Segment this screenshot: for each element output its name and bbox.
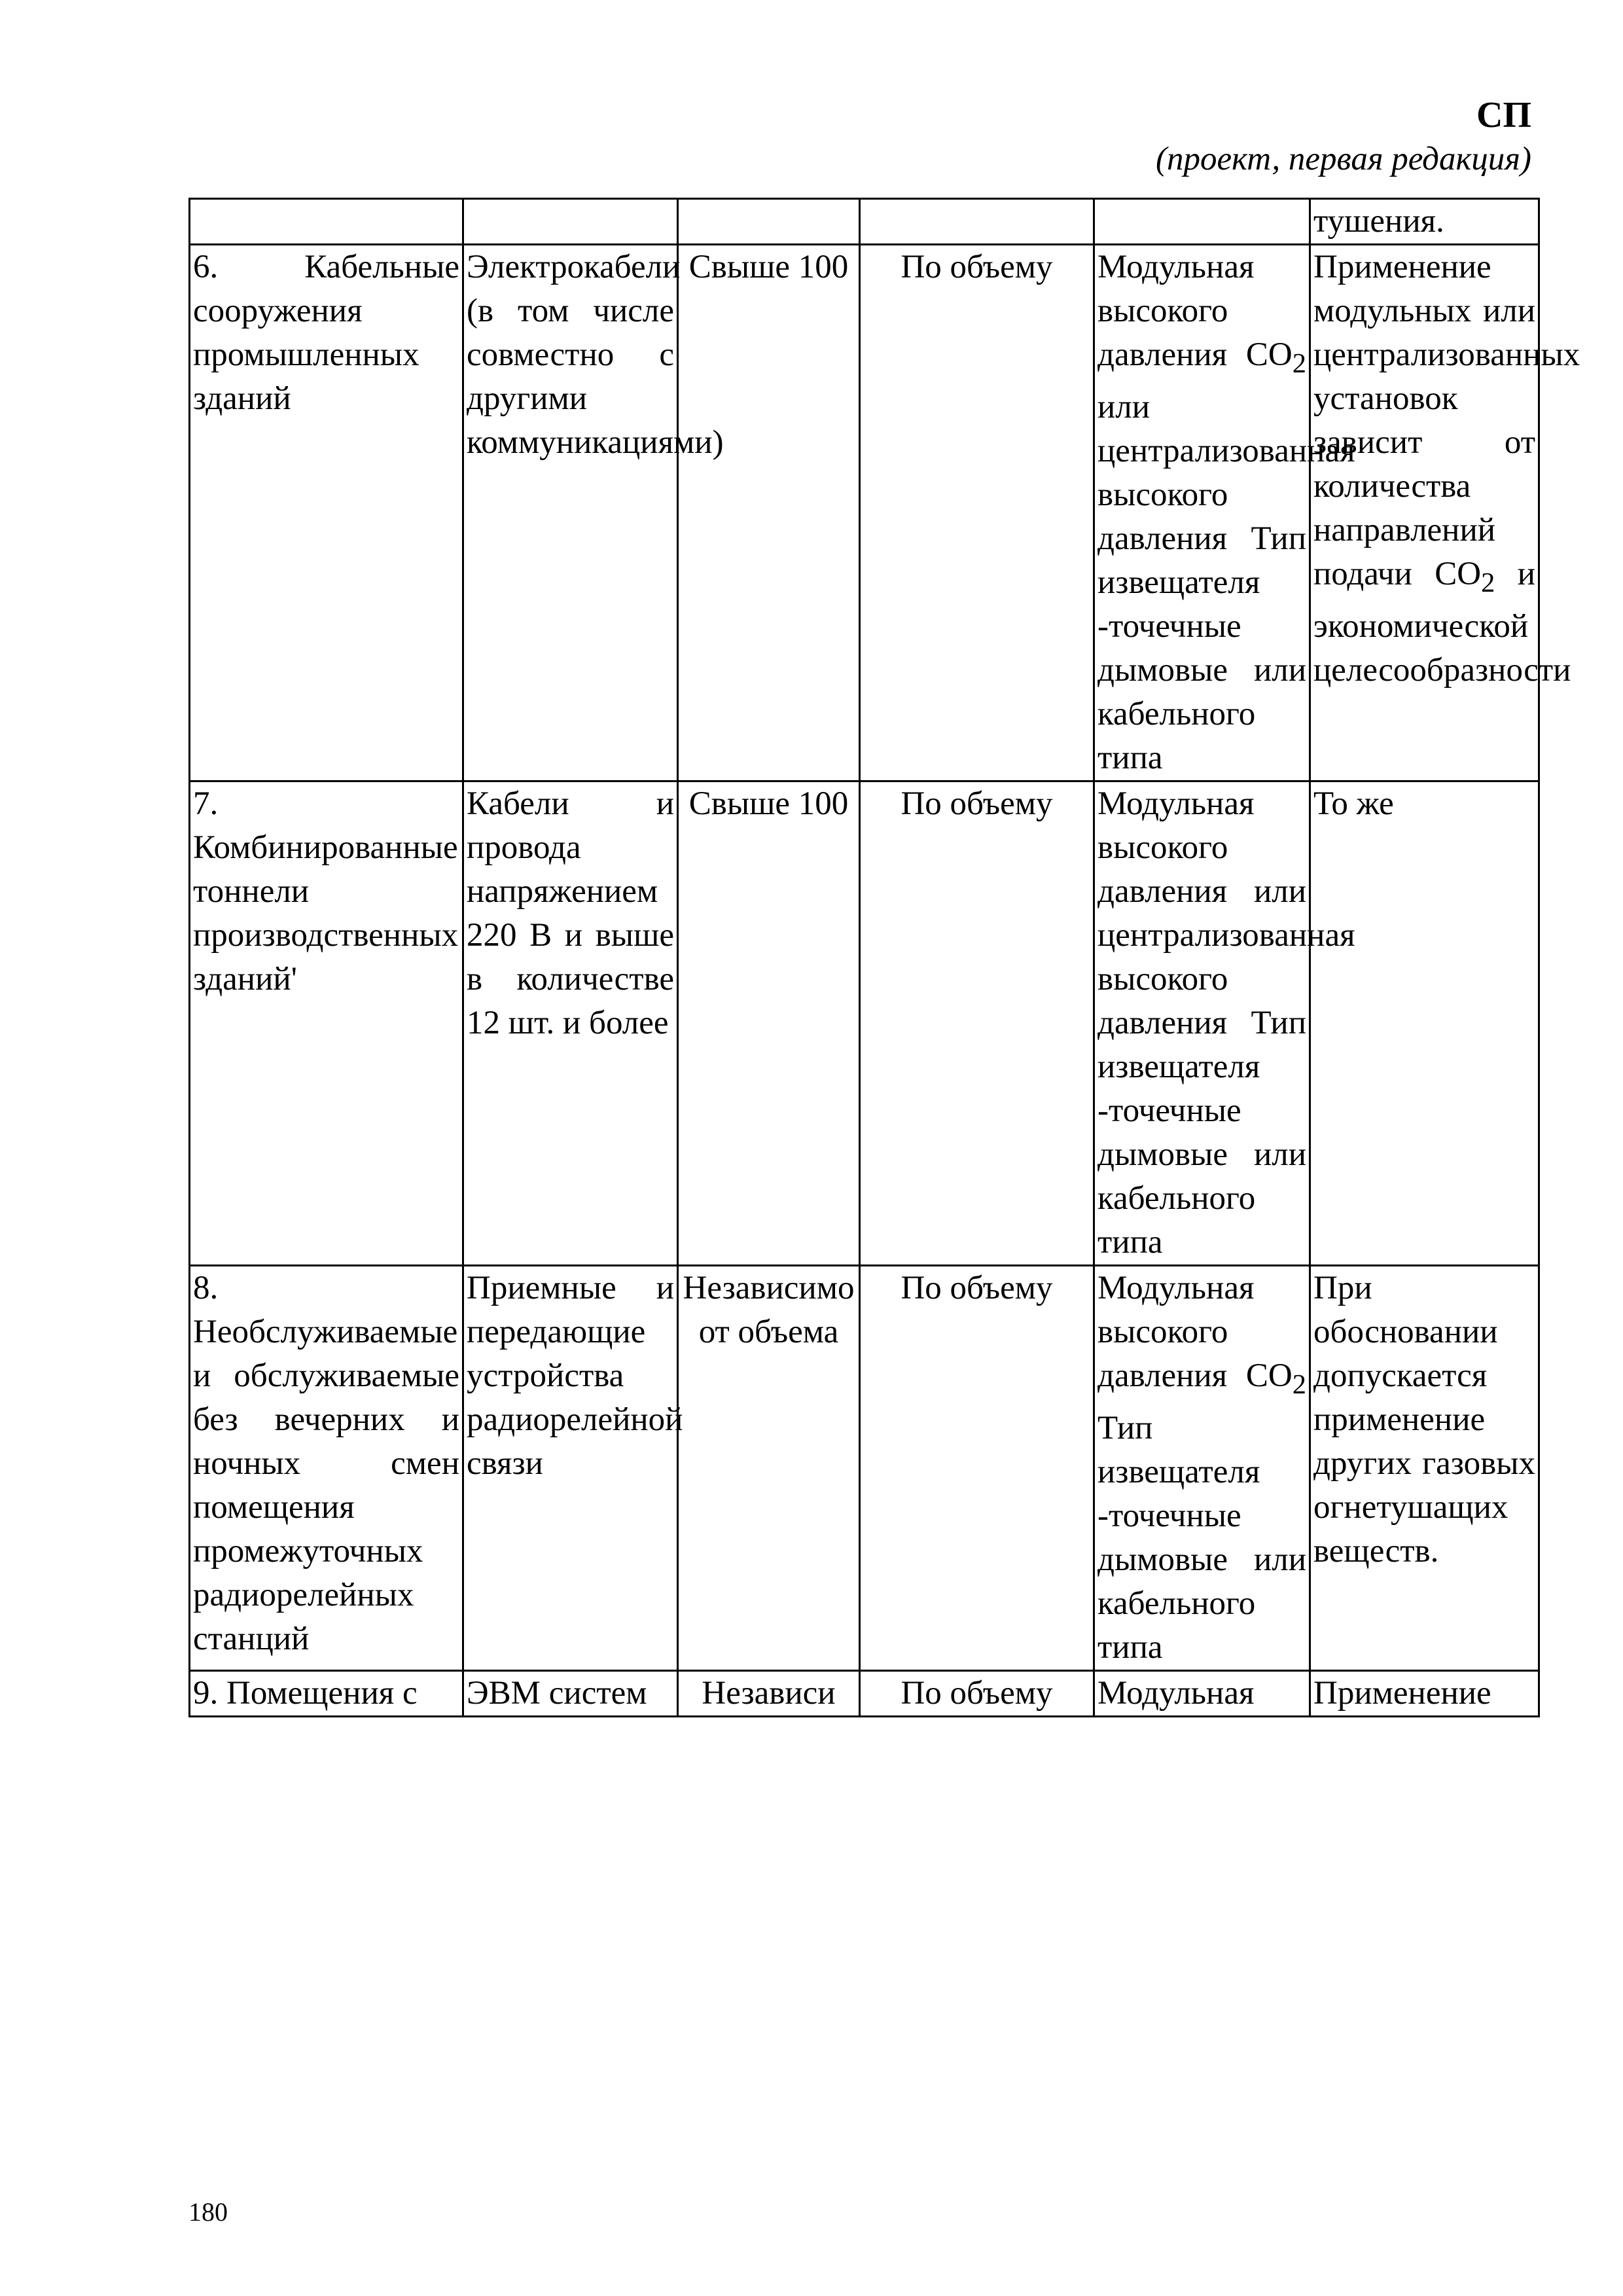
cell-volume: Свыше 100: [678, 245, 860, 781]
text-part: Применение модульных или централизованных установок зависит от количества направлений подачи CO: [1313, 249, 1580, 592]
requirements-table: [188, 198, 1580, 1717]
table-row-9: [190, 1671, 1539, 1717]
cell-method: По объему: [860, 781, 1094, 1266]
document-code: СП: [1476, 95, 1531, 135]
cell-volume: Независимо от объема: [678, 1266, 860, 1671]
cell-empty: [190, 199, 463, 245]
table-row-7: [190, 781, 1539, 1266]
cell-installation: Модульная: [1094, 1671, 1310, 1717]
cell-equipment: Кабели и провода напряжением 220 В и выше в количестве 12 шт. и более: [463, 781, 678, 1266]
cell-volume: Свыше 100: [678, 781, 860, 1266]
text-part: или централизованная высокого давления Тип извещателя -точечные дымовые или кабельного типа: [1097, 389, 1355, 777]
cell-premises: 6. Кабельные сооружения промышленных зданий: [190, 245, 463, 781]
page-number: 180: [188, 2197, 228, 2227]
cell-empty: [463, 199, 678, 245]
text-part: Модульная высокого давления CO: [1097, 249, 1293, 373]
cell-note: Применение: [1310, 1671, 1539, 1717]
table-row-6: [190, 245, 1539, 781]
cell-method: По объему: [860, 1671, 1094, 1717]
text-part: Модульная высокого давления CO: [1097, 1270, 1293, 1395]
cell-method: По объему: [860, 1266, 1094, 1671]
cell-method: По объему: [860, 245, 1094, 781]
cell-installation: [1094, 1266, 1310, 1671]
cell-empty: [678, 199, 860, 245]
cell-premises: 7. Комбинированные тоннели производственных зданий': [190, 781, 463, 1266]
cell-equipment: Электрокабели (в том числе совместно с другими коммуникациями): [463, 245, 678, 781]
text-part: и экономической целесообразности: [1313, 556, 1571, 689]
document-subtitle: (проект, первая редакция): [1156, 141, 1531, 177]
cell-premises: 8. Необслуживаемые и обслуживаемые без вечерних и ночных смен помещения промежуточных радиорелейных станций: [190, 1266, 463, 1671]
cell-note: тушения.: [1310, 199, 1539, 245]
cell-equipment: ЭВМ систем: [463, 1671, 678, 1717]
subscript: 2: [1292, 348, 1306, 380]
cell-empty: [1094, 199, 1310, 245]
subscript: 2: [1481, 567, 1495, 599]
cell-note: То же: [1310, 781, 1539, 1266]
cell-note: При обосновании допускается применение других газовых огнетушащих веществ.: [1310, 1266, 1539, 1671]
cell-installation: [1094, 245, 1355, 781]
cell-note: [1310, 245, 1580, 781]
subscript: 2: [1292, 1369, 1306, 1401]
cell-empty: [860, 199, 1094, 245]
table-row-8: [190, 1266, 1539, 1671]
cell-installation: Модульная высокого давления или централизованная высокого давления Тип извещателя -точечные дымовые или кабельного типа: [1094, 781, 1310, 1266]
cell-premises: 9. Помещения с: [190, 1671, 463, 1717]
cell-volume: Независи: [678, 1671, 860, 1717]
cell-equipment: Приемные и передающие устройства радиорелейной связи: [463, 1266, 678, 1671]
table-row-continuation: [190, 199, 1539, 245]
text-part: Тип извещателя -точечные дымовые или кабельного типа: [1097, 1410, 1306, 1666]
